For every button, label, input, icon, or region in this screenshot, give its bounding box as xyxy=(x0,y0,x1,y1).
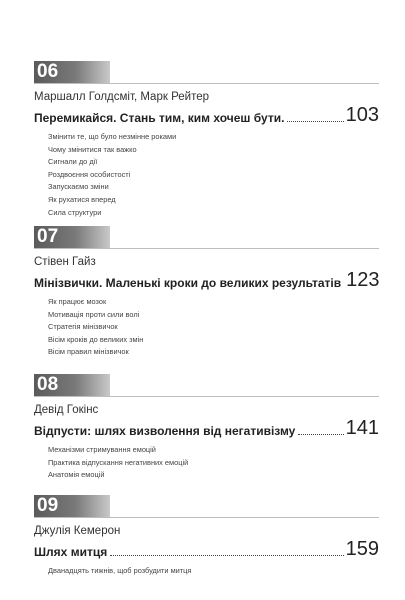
chapter-title-row[interactable] xyxy=(34,105,379,125)
chapter-number-badge: 08 xyxy=(34,374,110,396)
list-item: Чому змінитися так важко xyxy=(48,144,137,154)
subtopic-list xyxy=(48,296,379,359)
chapter-number-badge: 07 xyxy=(34,226,110,248)
list-item: Механізми стримування емоцій xyxy=(48,445,156,454)
chapter-title[interactable]: Шлях митця xyxy=(34,545,108,559)
list-item: Стратегія мінізвичок xyxy=(48,322,118,332)
list-item: Як працює мозок xyxy=(48,297,107,306)
chapter-author: Девід Гокінс xyxy=(34,404,99,416)
toc-section-07 xyxy=(34,226,379,359)
toc-section-08 xyxy=(34,374,379,482)
chapter-author: Маршалл Голдсміт, Марк Рейтер xyxy=(34,91,209,103)
section-divider xyxy=(34,248,379,249)
section-divider xyxy=(34,396,379,397)
list-item: Анатомія емоцій xyxy=(48,470,105,480)
list-item: Як рухатися вперед xyxy=(48,194,116,204)
toc-section-06 xyxy=(34,61,379,219)
chapter-page-number: 103 xyxy=(345,104,379,126)
list-item: Запускаємо зміни xyxy=(48,182,109,192)
chapter-number-badge: 09 xyxy=(34,495,110,517)
section-divider xyxy=(34,83,379,84)
list-item: Дванадцять тижнів, щоб розбудити митця xyxy=(48,566,192,575)
toc-section-09 xyxy=(34,495,379,578)
section-divider xyxy=(34,517,379,518)
list-item: Мотивація проти сили волі xyxy=(48,309,140,319)
list-item: Змінити те, що було незмінне роками xyxy=(48,132,177,141)
subtopic-list xyxy=(48,565,379,578)
chapter-title-row[interactable] xyxy=(34,539,379,559)
list-item: Практика відпускання негативних емоцій xyxy=(48,457,189,467)
chapter-author: Стівен Гайз xyxy=(34,256,96,268)
dot-leader xyxy=(287,120,343,122)
chapter-page-number: 159 xyxy=(345,538,379,560)
chapter-number-badge: 06 xyxy=(34,61,110,83)
chapter-title[interactable]: Мінізвички. Маленькі кроки до великих результатів xyxy=(34,276,342,290)
chapter-author: Джулія Кемерон xyxy=(34,525,121,537)
chapter-page-number: 141 xyxy=(345,417,379,439)
dot-leader xyxy=(110,554,343,556)
chapter-title[interactable]: Відпусти: шлях визволення від негативізму xyxy=(34,424,296,438)
list-item: Вісім правил мінізвичок xyxy=(48,347,129,357)
list-item: Роздвоєння особистості xyxy=(48,169,131,179)
chapter-title-row[interactable] xyxy=(34,270,379,290)
subtopic-list xyxy=(48,131,379,219)
chapter-title-row[interactable] xyxy=(34,418,379,438)
chapter-page-number: 123 xyxy=(346,269,380,291)
dot-leader xyxy=(298,433,343,435)
chapter-title[interactable]: Перемикайся. Стань тим, ким хочеш бути. xyxy=(34,111,285,125)
list-item: Сила структури xyxy=(48,207,102,217)
list-item: Вісім кроків до великих змін xyxy=(48,334,144,344)
subtopic-list xyxy=(48,444,379,482)
list-item: Сигнали до дії xyxy=(48,157,98,167)
